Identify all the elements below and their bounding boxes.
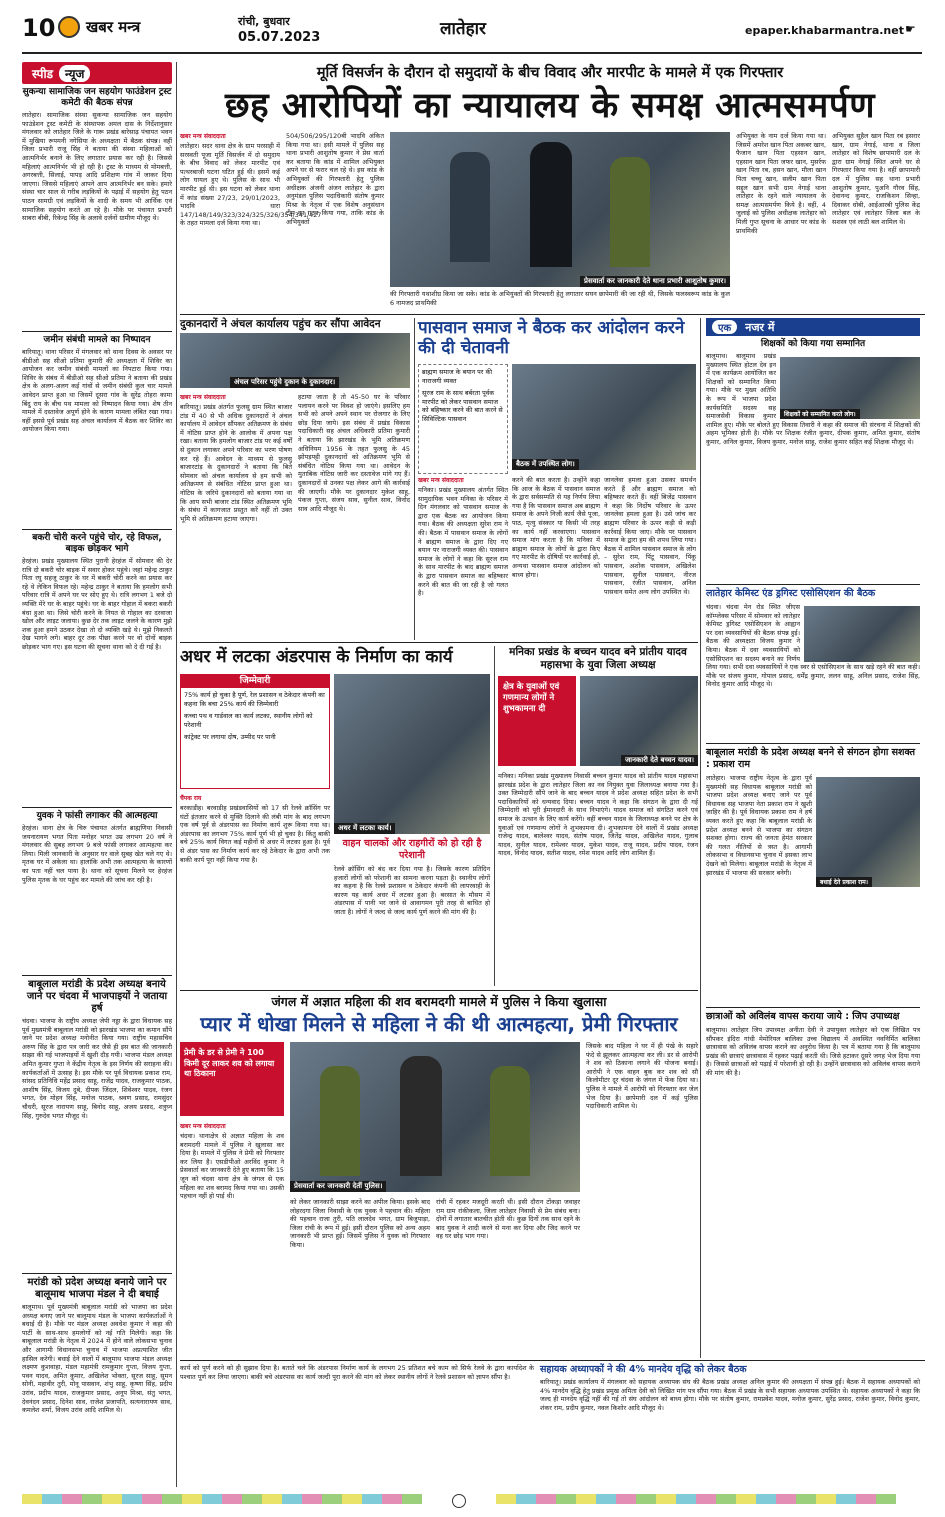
responsibility-box — [180, 674, 330, 789]
byline: खबर मन्त्र संवाददाता — [180, 1123, 226, 1130]
masthead — [0, 0, 945, 60]
speed-item-head: मरांडी को प्रदेश अध्यक्ष बनाये जाने पर बालूमाथ भाजपा मंडल ने दी बधाई — [27, 1277, 167, 1300]
paswan-col-2: करने की बात करता है। उन्होंने कहा कि आज के बैठक में पासवान समाज के द्वारा सर्वसम्मति से यह निर्णय लिया गया है कि पासवान समाज अब ब्राह्मण समाज के अपने निजी कार्य जैसे पूजा, पाठ, मृत्यु संस्कार या किसी भी तरह का कार्य नहीं करवाएगा। पासवान समाज मांग करता है कि मनिका में ब्राह्मण समाज के लोगों के द्वारा किए गए मारपीट के दोषियों पर कार्रवाई हो, अन्यथा पासवान समाज आंदोलन को बाध्य होगा। — [512, 476, 600, 579]
photo-caption: अंचल परिसर पहुंचे दुकान के दुकानदार। — [230, 377, 339, 388]
lead-col-1: लातेहार। सदर थाना क्षेत्र के ग्राम परसाही में सरस्वती पूजा मूर्ति विसर्जन में दो समुदाय के बीच विवाद को लेकर मारपीट एवं पत्थरबाजी घटना घटित हुई थी। इसमें कई लोग घायल हुए थे। पुलिस के साथ भी मारपीट हुई थी। इस घटना को लेकर थाना में कांड संख्या 27/23, 29/01/2023, भादवि धारा 147/148/149/323/324/325/326/354/341/427 के तहत मामला दर्ज किया गया था। — [180, 142, 322, 228]
page-number: 10 — [22, 14, 56, 42]
speed-item-text: हेरहंज। प्रखंड मुख्यालय स्थित पुरानी हेरहंज में सोमवार की देर रात्रि दो बकरी चोर बाइक में सवार होकर पहुंचे। जहां महेन्द्र ठाकुर पिता रघु सहजू ठाकुर के घर में बकरी चोरी करने का प्रयास कर रहे थे लेकिन विफल रहे। महेन्द्र ठाकुर ने बताया कि हमलोग सभी परिवार रात्रि में अपने घर पर सोए हुए थे। रात्रि लगभग 1 बजे दो व्यक्ति मेरे घर के बाहर पहुंचे। घर के बाहर गोहाल में बकरा बकरी बंधा हुआ था। जिसे चोरी करने के नियत से गोहाल का दरवाजा खोल और लाइट जलाया। कुछ देर तक लाइट जलने के कारण मुझे शक हुआ हमने उठकर देखा तो दो व्यक्ति खड़े थे। मुझे निकलते देख भागने लगे। बाहर दूर तक पीछा करने पर वो दोनों बाइक छोड़कर भाग गए। इस घटना की सूचना थाना को दे दी गई है। — [22, 557, 172, 651]
sahayak-text: बारियातू। प्रखंड कार्यालय में मंगलवार को सहायक अध्यापक संघ की बैठक प्रखंड अध्यक्ष अनिल कुमार की अध्यक्षता में संपन्न हुई। बैठक में सहायक अध्यापकों को 4% मानदेय वृद्धि हेतु प्रखंड प्रमुख अमिता देवी को लिखित मांग पत्र सौंपा गया। बैठक में प्रखंड के सभी सहायक अध्यापक उपस्थित थे। सहायक अध्यापकों ने कहा कि जल्द ही मानदेय वृद्धि नहीं की गई तो संघ आंदोलन को बाध्य होगा। मौके पर संतोष कुमार, रामप्रवेश यादव, मनोज कुमार, सुरेंद्र प्रसाद, राजेश कुमार, विनोद कुमार, शंकर राम, प्रदीप कुमार, नवल किशोर आदि मौजूद थे। — [540, 1378, 920, 1412]
ek-item-text: बालूमाथ। बालूमाथ प्रखंड मुख्यालय स्थित होटल देव इन में एक कार्यक्रम आयोजित कर शिक्षकों को सम्मानित किया गया। मौके पर मुख्य अतिथि के रूप में भाजपा प्रदेश कार्यसमिति सदस्य सह समाजसेवी विकास कुमार शामिल हुए। मौके पर बोलते हुए विकास तिवारी ने कहा की समाज की संरचना में शिक्षकों की अहम भूमिका होती है। मौके पर शिक्षक रंजीत कुमार, दीपक कुमार, अमित कुमार, संतोष कुमार, अनिल कुमार, विजय कुमार, मनोज साहू, राजेश कुमार सहित कई शिक्षक मौजूद थे। — [706, 352, 920, 446]
underpass-subhead: वाहन चालकों और राहगीरों को हो रही है परेशानी — [342, 838, 482, 861]
jungle-kicker: जंगल में अज्ञात महिला की शव बरामदगी मामले में पुलिस ने किया खुलासा — [271, 994, 607, 1009]
dukandar-photo — [180, 333, 410, 388]
ek-item — [706, 339, 920, 584]
ek-item-photo — [804, 606, 920, 662]
pull-quote — [418, 364, 508, 474]
color-bar — [496, 1494, 896, 1504]
paswan-head: पासवान समाज ने बैठक कर आंदोलन करने की दी चेतावनी — [418, 318, 685, 358]
ek-item-head: छात्राओं को अविलंब वापस कराया जाये : जिप उपाध्यक्ष — [706, 1011, 900, 1022]
ek-item-head: शिक्षकों को किया गया सम्मानित — [760, 339, 866, 349]
underpass-story — [180, 646, 490, 986]
masthead-rule — [22, 52, 922, 54]
lead-col-3: की गिरफ्तारी यथाशीघ्र किया जा सके। कांड के अभियुक्तों की गिरफ्तारी हेतु लगातार सघन छापेमारी की जा रही थी, जिसके फलस्वरूप कांड के कुल 6 नामजद प्राथमिकी — [390, 290, 730, 307]
lead-story — [180, 62, 920, 312]
dukandar-story — [180, 318, 410, 640]
speed-item-head: सुकन्या सामाजिक जन सहयोग फाउंडेशन ट्रस्ट कमेटी की बैठक संपन्न — [22, 87, 172, 108]
color-bar — [22, 1494, 422, 1504]
jungle-col-1: चंदवा। थानाक्षेत्र से अज्ञात महिला के शव बरामदगी मामले में पुलिस ने खुलासा कर दिया है। मामले में पुलिस ने प्रेमी को गिरफ्तार कर लिया है। एसडीपीओ अरविंद कुमार ने प्रेसवार्ता कर जानकारी देते हुए बताया कि 15 जून को चंदवा थाना क्षेत्र के जंगल से एक महिला का शव बरामद किया गया था। उसकी पहचान नहीं हो पाई थी। — [180, 1132, 284, 1201]
speed-item-text: बालूमाथ। पूर्व मुख्यमंत्री बाबूलाल मरांडी को भाजपा का प्रदेश अध्यक्ष बनाए जाने पर बालूमाथ मंडल के भाजपा कार्यकर्ताओं ने बधाई दी है। मौके पर मंडल अध्यक्ष अवधेश कुमार ने कहा की पार्टी के साथ-साथ हमलोगों को नई गति मिलेगी। कहा कि बाबूलाल मरांडी के नेतृत्व में 2024 में होने वाले लोकसभा चुनाव और आगामी विधानसभा चुनाव में भाजपा अप्रत्याशित जीत हासिल करेगी। बधाई देने वालों में बालूमाथ भाजपा मंडल अध्यक्ष लक्ष्मण कुशवाहा, मंडल महामंत्री रामकुमार गुप्ता, विजय गुप्ता, पवन यादव, अमित कुमार, अखिलेश भोक्ता, सूरज साहू, सुमन सोनी, महावीर तुरी, मोनू पासवान, शंभु साहू, कृष्णा सिंह, प्रदीप उरांव, प्रदीप यादव, राजकुमार प्रसाद, अनूप मिश्रा, संतु भगत, देवनंदन प्रसाद, दिनेश साव, राजेश प्रजापति, सत्यनारायण साव, कमलेश शर्मा, विजय उरांव आदि शामिल थे। — [22, 1303, 172, 1415]
lead-headline: छह आरोपियों का न्यायालय के समक्ष आत्मसमर्पण — [224, 86, 876, 126]
jungle-col-3: रांची में रहकर मजदूरी करती थी। इसी दौरान टोंकड़ा जवाहर राम ग्राम रांकीकला, जिला लातेहार निवासी से प्रेम संबंध बना। दोनों में लगातार बातचीत होती थी। कुछ दिनों तक साथ रहने के बाद युवक ने शादी करने से मना कर दिया और जिद करने पर वह घर छोड़ भाग गया। — [436, 1198, 580, 1241]
jungle-headline: प्यार में धोखा मिलने से महिला ने की थी आत्महत्या, प्रेमी गिरफ्तार — [200, 1012, 678, 1036]
ek-nazar-column — [706, 318, 920, 1358]
box-label: जिम्मेवारी — [181, 675, 329, 688]
jungle-col-2: को लेकर जानकारी साझा करने का अपील किया। इसके बाद लोहरदगा जिला निवासी के एक युवक ने पहचान की। महिला की पहचान राजा तुरी, पति लालदेव भगत, ग्राम बिजुपाड़ा, जिला रांची के रूप में हुई। इसी दौरान पुलिस को अन्य अहम जानकारी भी प्राप्त हुई। जिसमें पुलिस ने युवक को गिरफ्तार किया। — [290, 1198, 430, 1249]
lead-col-6: अभियुक्त सुहैल खान पिता रब इसरार खान, ग्राम नेगाई, थाना व जिला लातेहार को विशेष छापामारी दल के द्वारा ग्राम नेगाई स्थित अपने घर से गिरफ्तार किया गया है। वहीं छापामारी दल में पुलिस सह थाना प्रभारी आशुतोष कुमार, पुअनि गौरव सिंह, देवानन्द कुमार, राजकिशन सिन्हा, दिवाकर धोबी, आईआरबी पुलिस केंद्र लातेहार एवं लातेहार जिला बल के सशस्त्र एवं लाठी बल शामिल थे। — [832, 132, 920, 226]
jungle-col-4: जिसके बाद महिला ने घर में ही पंखे के सहारे फंदे से झूलकर आत्महत्या कर ली। डर से आरोपी ने शव को ठिकाना लगाने की योजना बनाई। आरोपी ने एक वाहन बुक कर शव को सौ किलोमीटर दूर चंदवा के जंगल में फेंक दिया था। पुलिस ने मामले में आरोपी को गिरफ्तार कर जेल भेज दिया है। छापेमारी दल में कई पुलिस पदाधिकारी शामिल थे। — [586, 1042, 698, 1111]
underpass-head: अधर में लटका अंडरपास के निर्माण का कार्य — [180, 647, 453, 667]
photo-caption: प्रेसवार्ता कर जानकारी देतीं पुलिस। — [290, 1181, 386, 1192]
pull-quote-1: ब्राह्मण समाज के बयान पर की नाराजगी व्यक्त — [422, 368, 493, 385]
pull-quote-2: सूरज राम के साथ बर्बरता पूर्वक मारपीट को लेकर पासवान समाज को बहिष्कार करने की बात करने से सिविल्टिक पासवान — [422, 389, 503, 423]
site-url: epaper.khabarmantra.net — [745, 24, 904, 37]
speed-label-a: स्पीड — [32, 66, 54, 81]
ek-item-text: चंदवा। चंदवा मेन रोड स्थित जीएस कॉम्प्लेक्स परिसर में सोमवार को लातेहार केमिस्ट ड्रगिस्ट एसोसिएशन के आह्वान पर दवा व्यवसायियों की बैठक संपन्न हुई। बैठक की अध्यक्षता विजय कुमार ने किया। बैठक में दवा व्यवसायियों को एसोसिएशन का सदस्य बनाने का निर्णय लिया गया। सभी दवा व्यवसायियों ने एक स्वर से एसोसिएशन के साथ खड़े रहने की बात कही। मौके पर संजय कुमार, गोपाल प्रसाद, धर्मेंद्र कुमार, ललन साहू, अनिल प्रसाद, राजेश सिंह, विनोद कुमार आदि मौजूद थे। — [706, 603, 920, 689]
lead-kicker: मूर्ति विसर्जन के दौरान दो समुदायों के बीच विवाद और मारपीट के मामले में एक गिरफ्तार — [316, 65, 784, 81]
photo-caption: शिक्षकों को सम्मानित करते लोग। — [780, 409, 860, 419]
box-item: कांट्रेक्ट पर लगाया दोष, उम्मीद पर पानी — [184, 733, 276, 742]
lead-photo — [390, 132, 730, 287]
byline: चैंपक राय — [180, 795, 202, 802]
manika-head: मनिका प्रखंड के बच्चन यादव बने प्रांतीय यादव महासभा के युवा जिला अध्यक्ष — [509, 646, 687, 671]
ek-item-head: बाबूलाल मरांडी के प्रदेश अध्यक्ष बनने से संगठन होगा सशक्त : प्रकाश राम — [706, 747, 916, 770]
photo-caption: प्रेसवार्ता कर जानकारी देते थाना प्रभारी आशुतोष कुमार। — [580, 276, 730, 287]
ek-item-photo — [816, 777, 920, 887]
speed-item — [22, 979, 172, 1269]
ek-item-text: बालूमाथ। लातेहार जिप उपाध्यक्ष अनीता देवी ने उपायुक्त लातेहार को एक लिखित पत्र सौंपकर इंदिरा गांधी मेमोरियल बालिका उच्च विद्यालय में अवस्थित नवनिर्मित बालिका छात्रावास को अविलंब वापस कराने का अनुरोध किया है। पत्र में बताया गया है कि बालूमाथ प्रखंड की छात्राएं छात्रावास में रहकर पढ़ाई करती थी। जिसे हटाकर दूसरे जगह भेज दिया गया है। जिससे छात्राओं को पढ़ाई में परेशानी हो रही है। उन्होंने छात्रावास को अविलंब वापस कराने की मांग की है। — [706, 1026, 920, 1077]
speed-news-column — [22, 62, 172, 1487]
ek-label-b: नजर में — [745, 320, 775, 334]
section-name: लातेहार — [440, 19, 487, 39]
jungle-box: प्रेमी के डर से प्रेमी ने 100 किमी दूर लाकर शव को लगाया था ठिकाना — [180, 1042, 284, 1116]
pointer-icon: ☛ — [905, 22, 916, 36]
dukandar-head: दुकानदारों ने अंचल कार्यालय पहुंच कर सौंपा आवेदन — [180, 318, 381, 330]
ek-label-a: एक — [712, 320, 737, 334]
lead-col-2: 504/506/295/120बी भादवि अंकित किया गया था। इसी मामले में पुलिस सह थाना प्रभारी आशुतोष कुमार ने प्रेस वार्ता कर बताया कि कांड में शामिल अभियुक्त अपने घर से फरार चल रहे थे। इस कांड के अभियुक्तों की गिरफ्तारी हेतु पुलिस अधीक्षक अंजनी अंजन लातेहार के द्वारा अनुमंडल पुलिस पदाधिकारी संतोष कुमार मिश्रा के नेतृत्व में एक विशेष अनुसंधान टीम का गठन किया गया, ताकि कांड के अभियुक्तों — [286, 132, 384, 226]
speed-item — [22, 335, 172, 525]
paswan-story — [418, 318, 696, 640]
jungle-story — [180, 994, 698, 1314]
speed-item — [22, 87, 172, 327]
ek-item-head: लातेहार केमिस्ट एंड ड्रगिस्ट एसोसिएशन की बैठक — [706, 588, 876, 599]
ek-item-text: लातेहार। भाजपा राष्ट्रीय नेतृत्व के द्वारा पूर्व मुख्यमंत्री सह विधायक बाबूलाल मरांडी को भाजपा प्रदेश अध्यक्ष बनाए जाने पर पूर्व विधायक सह भाजपा नेता प्रकाश राम ने खुशी जाहिर की है। पूर्व विधायक प्रकाश राम ने हर्ष व्यक्त करते हुए कहा कि बाबूलाल मरांडी के प्रदेश अध्यक्ष बनने से भाजपा का संगठन सशक्त होगा। राज्य की जनता हेमंत सरकार की गलत नीतियों से त्रस्त है। आगामी लोकसभा व विधानसभा चुनाव में इसका लाभ देखने को मिलेगा। बाबूलाल मरांडी के नेतृत्व में झारखंड में भाजपा की सरकार बनेगी। — [706, 774, 812, 877]
box-item: कच्चा पथ व गार्डवाल का कार्य लटका, स्थानीय लोगों को परेशानी — [184, 712, 313, 729]
underpass-col-3: कार्य को पूर्ण करने को ही सुझाव दिया है। बताते चले कि अंडरपास निर्माण कार्य के लगभग 25 प्रतिशत बचे काम को सिर्फ रेलवे के द्वारा कार्यादेश के पश्चात पूर्ण कर लिया जाएगा। बाकी बचे अंडरपास का कार्य जल्दी पूरा करने की मांग को लेकर स्थानीय लोगों ने रेलवे प्रशासन को ज्ञापन सौंपा है। — [180, 1364, 534, 1381]
ek-nazar-label — [706, 318, 920, 336]
ek-item-photo — [780, 357, 920, 419]
manika-text: मनिका। मनिका प्रखंड मुख्यालय निवासी बच्चन कुमार यादव को प्रांतीय यादव महासभा झारखंड प्रदेश के द्वारा लातेहार जिला का नव नियुक्त युवा जिलाध्यक्ष बनाया गया है। उक्त जिम्मेदारी सौंपे जाने के बाद बच्चन यादव ने प्रदेश अध्यक्ष सहित प्रदेश के सभी पदाधिकारियों को धन्यवाद दिया। बच्चन यादव ने कहा कि संगठन के द्वारा दी गई जिम्मेदारी को पूरी ईमानदारी के साथ निभाएंगे। यादव समाज को संगठित करने एवं समाज के उत्थान के लिए कार्य करेंगे। वहीं बच्चन यादव के जिलाध्यक्ष बनने पर क्षेत्र के युवाओं एवं गणमान्य लोगों ने शुभकामना दी। शुभकामना देने वालों में प्रखंड अध्यक्ष राजेन्द्र यादव, बालेश्वर यादव, संतोष यादव, जितेंद्र यादव, अखिलेश यादव, गुलाब यादव, सुनील यादव, रामेश्वर यादव, मुकेश यादव, राजू यादव, प्रदीप यादव, रंजन यादव, विनोद यादव, सतीश यादव, रमेश यादव आदि लोग शामिल हैं। — [498, 772, 698, 858]
brand-logo-icon — [58, 16, 80, 38]
ek-item — [706, 1011, 920, 1201]
dukandar-col-1: बारियातू। प्रखंड अंतर्गत फुलसु ग्राम स्थित बाजार टांड में 40 से भी अधिक दुकानदारों ने अंचल कार्यालय में आवेदन सौंपकर अतिक्रमण के संबंध में नोटिस प्राप्त होने के आलोक में अपना पक्ष रखा। बताया कि हमलोग बाजार टांड पर कई वर्षों से दुकान लगाकर अपने परिवार का भरण पोषण कर रहे हैं। आवेदन के माध्यम से फुलसु बाजारटांड़ के दुकानदारों ने बताया कि बिते सोमवार को अंचल कार्यालय से हम सभी को अतिक्रमण से संबंधित नोटिस प्राप्त हुआ था। नोटिस के जरिये दुकानदारों को बताया गया था कि आप सभी बाजार टांड स्थित अतिक्रमण भूमि के संबंध में कागजात प्रस्तुत करें नहीं तो उक्त भूमि से अतिक्रमण हटाया जाएगा। — [180, 403, 292, 523]
paswan-col-1: मनिका। प्रखंड मुख्यालय अंतर्गत स्थित सामुदायिक भवन मनिका के परिसर में दिन मंगलवार को पासवान समाज के द्वारा एक बैठक का आयोजन किया गया। बैठक की अध्यक्षता सुरेश राम ने की। बैठक में पासवान समाज के लोगों ने ब्राह्मण समाज के द्वारा दिए गए बयान पर नाराजगी व्यक्त की। पासवान समाज के लोगों ने कहा कि सूरज राम के साथ मारपीट के बाद ब्राह्मण समाज के द्वारा पासवान समाज का बहिष्कार करने की बात की जा रही है जो गलत है। — [418, 486, 508, 598]
underpass-photo — [334, 674, 490, 834]
photo-caption: जानकारी देते बच्चन यादव। — [621, 755, 698, 766]
sahayak-head: सहायक अध्यापकों ने की 4% मानदेय वृद्धि को लेकर बैठक — [540, 1364, 747, 1375]
underpass-continued — [180, 1364, 534, 1484]
speed-item-head: बकरी चोरी करने पहुंचे चोर, रहे विफल, बाइक छोड़कर भागे — [32, 533, 162, 554]
dukandar-col-2: हटाया जाता है तो 45-50 घर के परिवार पलायन करने पर विवश हो जाएंगे। इसलिए हम सभी को अपने अपने स्थान पर रोजगार के लिए छोड़ दिया जाये। इस संबंध में प्रखंड विकास पदाधिकारी सह अंचल अधिकारी प्रतिमा कुमारी ने बताया कि झारखंड के भूमि अतिक्रमण अधिनियम 1956 के तहत फुलसु के 45 झोपड़पट्टी दुकानदारों को अतिक्रमण भूमि से संबंधित नोटिस किया गया था। आवेदन के मुताबिक नोटिस जारी कर दस्तावेज मांगे गए हैं। दुकानदारों से उनका पक्ष लेकर आगे की कार्रवाई की जाएगी। मौके पर दुकानदार मुकेश साहू, पंकज गुप्ता, संजय साव, सुनील साव, विनोद साव आदि मौजूद थे। — [298, 393, 410, 513]
speed-news-label — [22, 62, 172, 84]
lead-col-5: अभियुक्त के नाम दर्ज किया गया था। जिसमें अमरेश खान पिता अकबर खान, फैजान खान पिता एहसान खान, एहसान खान पिता जफर खान, मुसर्रफ खान पिता रब, हसन खान, मौला खान पिता चच्चू खान, सलीम खान पिता सद्दुल खान सभी ग्राम नेगाई थाना लातेहार के रहने वाले न्यायालय के समक्ष आत्मसमर्पण किये है। वहीं, 4 जुलाई को पुलिस अधीक्षक लातेहार को मिली गुप्त सूचना के आधार पर कांड के प्राथमिकी — [736, 132, 826, 235]
byline: खबर मन्त्र संवाददाता — [180, 394, 226, 401]
photo-caption: अधर में लटका कार्य। — [334, 823, 395, 834]
speed-item-text: बारियातू। थाना परिसर में मंगलवार को थाना दिवस के अवसर पर बीडीओ सह सीओ प्रतिमा कुमारी की अध्यक्षता में शिविर का आयोजन कर जमीन संबंधी मामलों का निपटारा किया गया। शिविर के संबंध में बीडीओ सह सीओ प्रतिमा ने बताया की प्रखंड क्षेत्र के अलग-अलग कई गांवों से जमीन संबंधी कुल चार मामले आवेदन प्राप्त हुआ था जिसमें दूसरा गांव के सुरेंद्र तोहरा कामा बिंदु राय के बीच पथ मामला को निष्पादन किया गया। शेष तीन मामले में दस्तावेज अपूर्ण होने के कारण मामला लंबित रखा गया। वहीं इससे पूर्व प्रखंड सह अंचल कार्यालय में बैठक कर शिविर का आयोजन किया गया। — [22, 348, 172, 434]
manika-story — [498, 646, 698, 986]
jungle-footer — [180, 1318, 698, 1358]
ek-item — [706, 747, 920, 1007]
byline: खबर मन्त्र संवाददाता — [418, 477, 464, 484]
underpass-col-1: बरकाडीह। बरवाडीह प्रखंडवासियों को 17 सी रेलवे क्रॉसिंग पर घंटों इंतजार करने से मुक्ति दिलाने की लंबी मांग के बाद लगभग एक वर्ष पूर्व से अंडरपास का निर्माण कार्य शुरू किया गया था। अंडरपास का लगभग 75% कार्य पूर्ण भी हो चुका है। किंतु बाकी बचे 25% कार्य विगत कई महीनों से अधर में लटका हुआ है। पूर्व से अंडर पास का निर्माण कार्य कर रहे ठेकेदार के द्वारा अभी तक बाकी कार्य पूरा नहीं किया गया है। — [180, 804, 330, 864]
paswan-photo — [512, 364, 696, 470]
box-item: 75% कार्य हो चुका है पूर्ण, रेल प्रशासन व ठेकेदार कंपनी का कहना कि बचा 25% कार्य की जिम्मेवारी — [184, 691, 325, 708]
speed-item — [22, 533, 172, 803]
speed-item — [22, 1277, 172, 1517]
photo-caption: बैठक में उपस्थित लोग। — [512, 459, 579, 470]
sahayak-story — [540, 1364, 920, 1484]
speed-label-b: न्यूज — [59, 65, 90, 82]
speed-item — [22, 811, 172, 971]
manika-photo — [580, 676, 698, 766]
speed-item-head: युवक ने फांसी लगाकर की आत्महत्या — [36, 811, 158, 821]
photo-caption: बधाई देते प्रकाश राम। — [816, 877, 872, 887]
speed-item-text: लातेहार। सामाजिक संस्था सुकन्या सामाजिक जन सहयोग फाउंडेशन ट्रस्ट कमेटी के संस्थापक अमल दास के निर्देशानुसार मंगलवार को लातेहार जिले के गारू प्रखंड बारेसाढ़ पंचायत भवन में मुखिया रूपमनी नगेसिया के अध्यक्षता में बैठक संपन्न। वहीं जिला प्रभारी राजू सिंह ने बताया की संस्था महिलाओं को आत्मनिर्भर बनाने के लिए लगातार प्रयास कर रही है। जिससे महिलाएं आत्मनिर्भर भी हो रही है। ट्रस्ट के माध्यम से मोमबत्ती, अगरबत्ती, सिलाई, पापड़ आदि प्रशिक्षण गांव में जाकर दिया जाएगा। जिससे महिलाएं आपने आप आत्मनिर्भर बन सके। हमारे संस्था चार साल से गरीब लड़कियों के पढ़ाई में सहयोग हेतु पठन पाठन सामग्री एवं लड़कियों के शादी के समय भी आर्थिक एवं सामाजिक सहयोग करते आ रहे है। मौके पर पंचायत प्रभारी साबरा बीबी, रिकेन्द्र सिंह के अलावे दर्जनों ग्रामीण मौजूद थे। — [22, 111, 172, 223]
speed-item-text: चंदवा। भाजपा के राष्ट्रीय अध्यक्ष जेपी नड्डा के द्वारा विधायक सह पूर्व मुख्यमंत्री बाबूलाल मरांडी को झारखंड भाजपा का कमान सौंपे जाने पर प्रदेश अध्यक्ष मनोनीत किया गया। राष्ट्रीय महासचिव अरुण सिंह के द्वारा पत्र जारी कर जैसे ही इस बात की जानकारी साझा की गई भाजपाइयों में खुशी दौड़ गयी। भाजपा मंडल अध्यक्ष अमित कुमार गुप्ता ने केंद्रीय नेतृत्व के इस निर्णय की सराहना की। कार्यकर्ताओं में उत्साह है। इस मौके पर पूर्व विधायक प्रकाश राम, सांसद प्रतिनिधि महेंद्र प्रसाद साहू, राजेंद्र यादव, राजकुमार पाठक, आशीष सिंह, विजय दुबे, दीपक जिंदल, शिवेश्वर यादव, रंजन भगत, देव मोहन सिंह, मनोज पाठक, श्रवण प्रसाद, रामसुंदर चौधरी, सूरज नारायण साहू, बिनोद साहू, अजय प्रसाद, शत्रुघ्न सिंह, गुरुदेव भगत मौजूद थे। — [22, 1017, 172, 1120]
dateline-date: 05.07.2023 — [238, 30, 321, 45]
speed-item-head: जमीन संबंधी मामले का निष्पादन — [43, 335, 151, 345]
jungle-photo — [290, 1042, 580, 1192]
brand-name: खबर मन्त्र — [86, 18, 141, 36]
underpass-col-2: रेलवे क्रॉसिंग को बंद कर दिया गया है। जिसके कारण प्रतिदिन हजारों लोगों को परेशानी का सामना करना पड़ता है। स्थानीय लोगों का कहना है कि रेलवे प्रशासन व ठेकेदार कंपनी की लापरवाही के कारण यह कार्य अधर में लटका हुआ है। बरसात के मौसम में अंडरपास में पानी भर जाने से आवागमन पूरी तरह से बाधित हो जाता है। लोगों ने जल्द से जल्द कार्य पूर्ण करने की मांग की है। — [334, 865, 490, 916]
registration-mark-icon — [452, 1494, 466, 1508]
byline: खबर मन्त्र संवाददाता — [180, 133, 226, 140]
speed-item-head: बाबूलाल मरांडी के प्रदेश अध्यक्ष बनाये जाने पर चंदवा में भाजपाइयों ने जताया हर्ष — [26, 979, 168, 1014]
ek-item — [706, 588, 920, 743]
speed-item-text: हेरहंज। थाना क्षेत्र के चिरु पंचायत अंतर्गत ब्राह्मणिया निवासी जयनारायण भगत पिता मनोहर भगत उम्र लगभग 20 वर्ष ने मंगलवार की सुबह लगभग 9 बजे फांसी लगाकर आत्महत्या कर लिया। मिली जानकारी के अनुसार घर वाले सुबह खेत चले गए थे। मृतक घर में अकेला था। हालांकि अभी तक आत्महत्या के कारणों का पता नहीं चल पाया है। थाना को सूचना मिलने पर हेरहंज पुलिस मृतक के घर पहुंच कर मामले की जांच कर रही है। — [22, 824, 172, 884]
dateline-city: रांची, बुधवार — [238, 15, 290, 28]
paswan-col-3: जानलेवा हमला हुआ उसका समर्थन करते हैं और ब्राह्मण समाज को बहिष्कार करते हैं। वहीं बिजेंद्र पासवान ने कहा कि निर्दोष परिवार के ऊपर जानलेवा हमला हुआ है। उसे जांच कर ब्राह्मण परिवार के ऊपर कड़ी से कड़ी कार्रवाई किया जाए। मौके पर पासवान समाज के द्वारा हम की शपथ लिया गया। बैठक में शामिल पासवान समाज के लोग – सुरेश राम, पिंटू पासवान, पिंकू पासवान, अशोक पासवान, अखिलेश पासवान, सुनील पासवान, नीरज पासवान, रंजीत पासवान, अनिल पासवान समेत अन्य लोग उपस्थित थे। — [604, 476, 696, 596]
manika-box: क्षेत्र के युवाओं एवं गणमान्य लोगों ने शुभकामना दी — [498, 676, 576, 766]
